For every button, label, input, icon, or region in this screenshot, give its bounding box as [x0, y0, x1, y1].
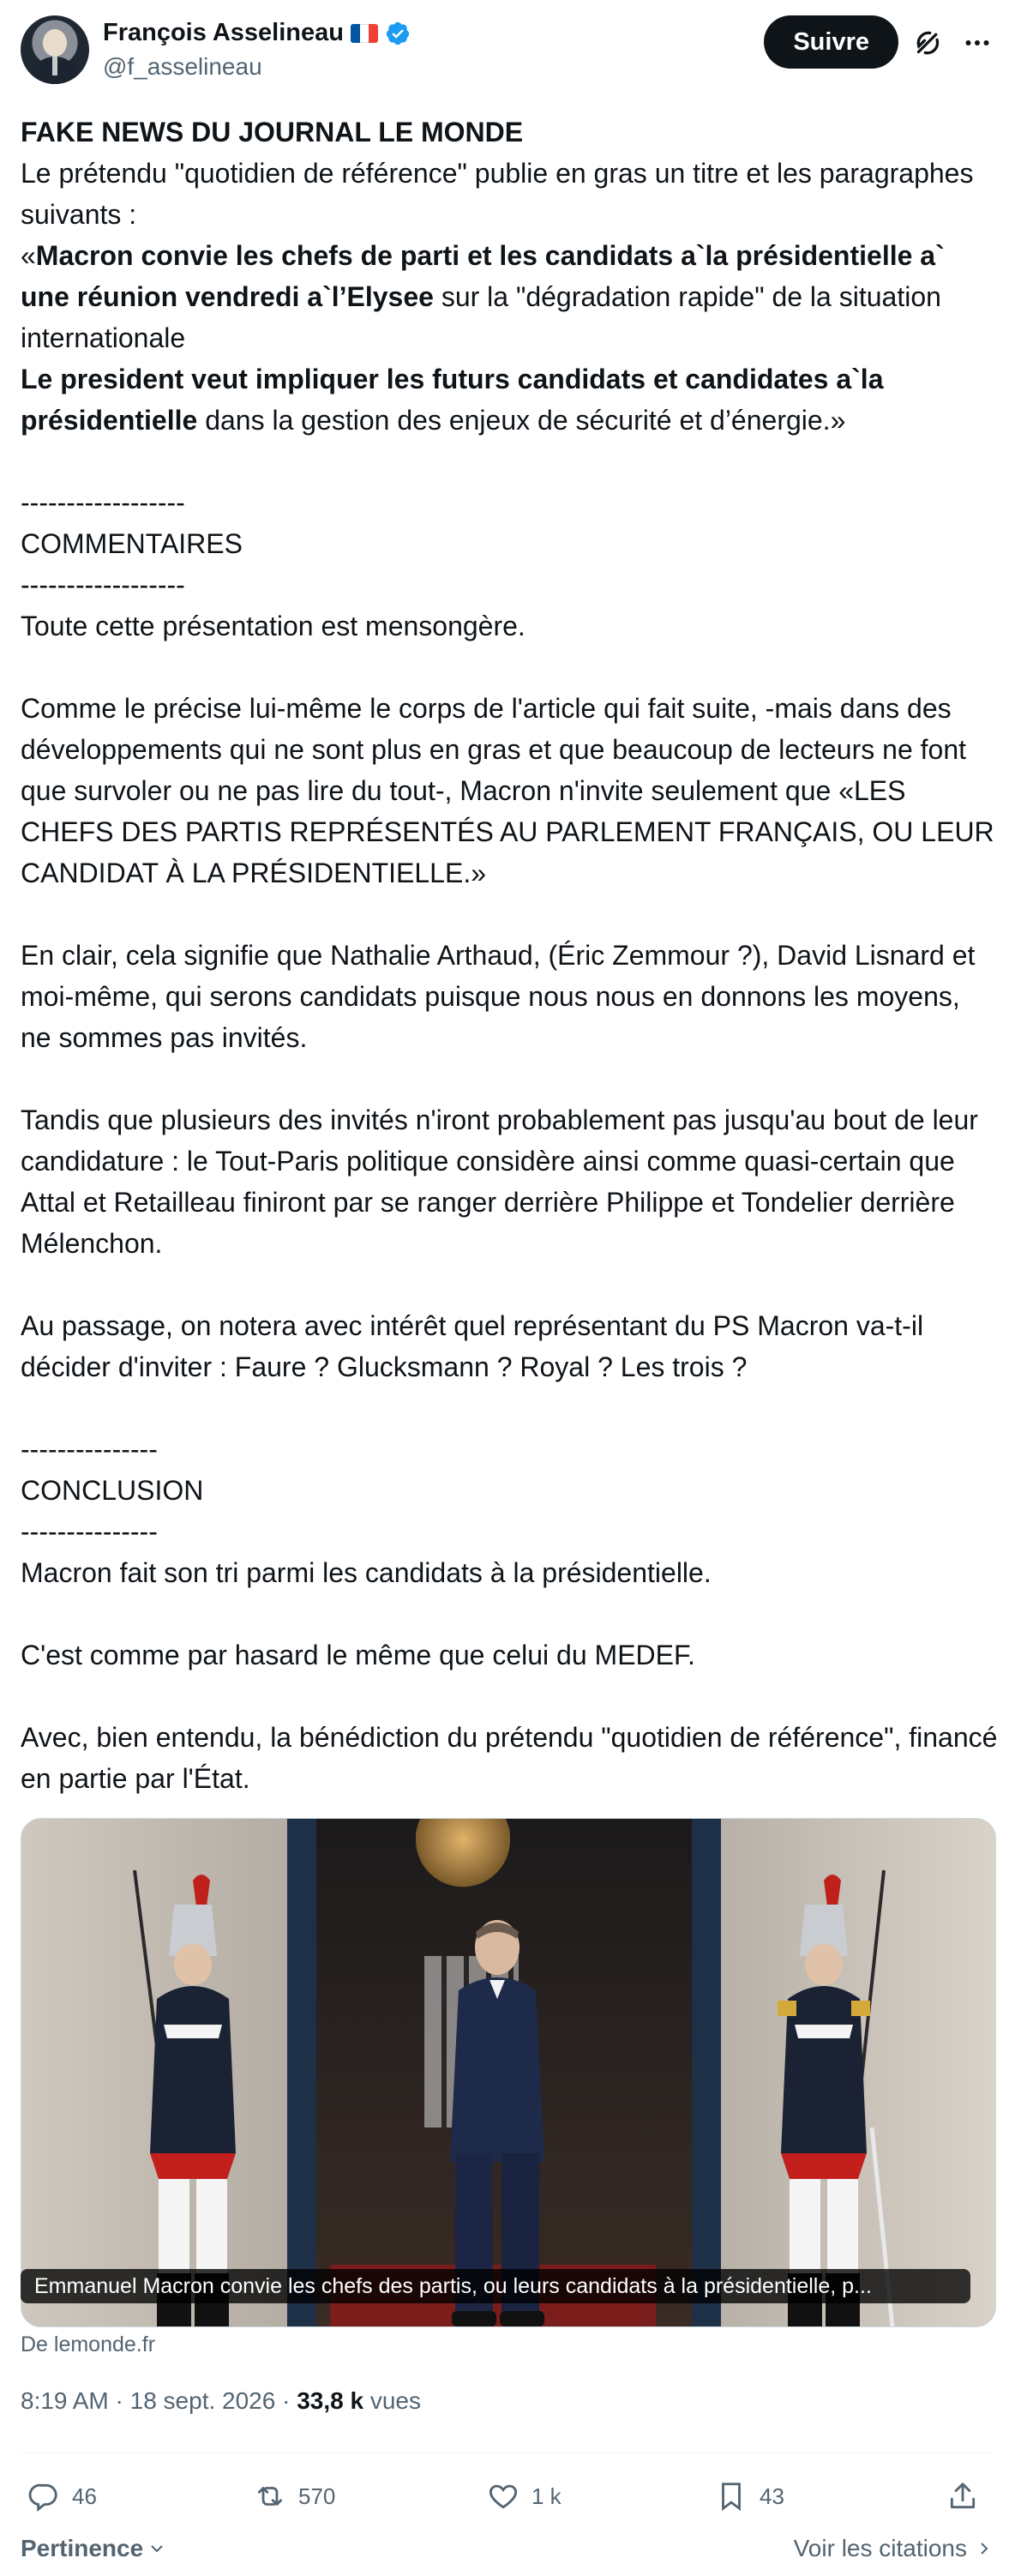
reply-count: 46: [72, 2483, 97, 2509]
tweet-line: [21, 441, 998, 482]
tweet-line: [21, 1305, 998, 1387]
tweet-text-run: En clair, cela signifie que Nathalie Arthaud, (Éric Zemmour ?), David Lisnard et moi-même, qui serons candidats puisque nous nous en donnons les moyens, ne sommes pas invités.: [21, 940, 983, 1053]
tweet-text-run: Avec, bien entendu, la bénédiction du prétendu "quotidien de référence", financé en partie par l'État.: [21, 1722, 1006, 1794]
meta-separator: ·: [282, 2387, 297, 2414]
replies-footer: [21, 2530, 994, 2573]
tweet-line: [21, 153, 998, 235]
tweet-line: [21, 523, 998, 564]
tweet-text-bold: Macron convie les chefs de parti et les candidats a`la présidentielle a` une réunion vendredi a`l’Elysee: [21, 240, 952, 312]
avatar-tie: [52, 57, 57, 75]
tweet-line: [21, 1511, 998, 1552]
tweet-text-run: Au passage, on notera avec intérêt quel représentant du PS Macron va-t-il décider d'inviter : Faure ? Glucksmann ? Royal ? Les trois ?: [21, 1310, 931, 1382]
tweet-text-run: Tandis que plusieurs des invités n'iront probablement pas jusqu'au bout de leur candidature : le Tout-Paris politique considère ainsi comme quasi-certain que Attal et Retailleau finiront par se ranger derrière Philippe et Tondelier derrière Mélenchon.: [21, 1104, 986, 1259]
author-avatar[interactable]: [21, 15, 89, 84]
tweet-line: [21, 1717, 1006, 1799]
tweet-text-run: CONCLUSION: [21, 1475, 204, 1506]
repost-button[interactable]: [254, 2480, 335, 2513]
tweet-text-run: C'est comme par hasard le même que celui du MEDEF.: [21, 1640, 695, 1670]
sort-label: Pertinence: [21, 2535, 144, 2561]
bookmark-icon: [715, 2480, 748, 2513]
tweet-text-run: dans la gestion des enjeux de sécurité et d’énergie.»: [197, 405, 846, 436]
avatar-face: [43, 29, 67, 57]
views-count: 33,8 k: [297, 2387, 364, 2414]
more-options-icon[interactable]: [960, 27, 994, 58]
door-panel-right: [692, 1819, 721, 2326]
grok-icon[interactable]: [912, 27, 943, 58]
tweet-line: [21, 688, 1002, 894]
tweet-text-run: Comme le précise lui-même le corps de l'article qui fait suite, -mais dans des développements qui ne sont plus en gras et que beaucoup de lecteurs ne font que survoler ou ne pas lire du tout-, Macron n'invite seulement que «LES CHEFS DES PARTIS REPRÉSENTÉS AU PARLEMENT FRANÇAIS, OU LEUR CANDIDAT À LA PRÉSIDENTIELLE.»: [21, 693, 1002, 888]
tweet-text-run: ------------------: [21, 487, 185, 518]
reply-icon: [27, 2480, 60, 2513]
verified-badge-icon: [385, 21, 411, 46]
republican-guard-left: [116, 1870, 261, 2326]
meta-separator: ·: [115, 2387, 130, 2414]
tweet-line: [21, 1099, 998, 1264]
tweet-line: [21, 647, 998, 688]
president-figure: [433, 1913, 562, 2326]
share-button[interactable]: [946, 2480, 979, 2513]
sort-dropdown[interactable]: [21, 2535, 167, 2562]
tweet-line: [21, 894, 998, 935]
like-count: 1 k: [532, 2483, 562, 2509]
tweet-meta: [21, 2387, 421, 2415]
quotes-label: Voir les citations: [793, 2535, 967, 2561]
tweet-text-run: ---------------: [21, 1434, 158, 1465]
repost-count: 570: [298, 2483, 336, 2509]
tweet-header: [21, 14, 994, 86]
tweet-line: [21, 1634, 998, 1676]
tweet-line: [21, 235, 998, 358]
tweet-text-bold: Le president veut impliquer les futurs candidats et candidates a`la présidentielle: [21, 364, 892, 436]
follow-button[interactable]: Suivre: [764, 15, 898, 69]
tweet-text-run: sur la "dégradation rapide" de la situation internationale: [21, 281, 949, 353]
bookmark-count: 43: [760, 2483, 784, 2509]
tweet-line: [21, 1593, 998, 1634]
tweet-line: [21, 935, 998, 1058]
like-button[interactable]: [487, 2480, 562, 2513]
door-panel-left: [287, 1819, 316, 2326]
france-flag-icon: [351, 24, 378, 43]
tweet-line: [21, 111, 998, 153]
link-card-image[interactable]: [21, 1818, 996, 2327]
author-name[interactable]: François Asselineau: [103, 19, 344, 46]
tweet-text-run: ------------------: [21, 569, 185, 600]
tweet-text-run: «: [21, 240, 36, 271]
tweet-line: [21, 1552, 998, 1593]
republican-guard-right: [755, 1870, 901, 2326]
tweet-text-run: Toute cette présentation est mensongère.: [21, 611, 526, 641]
tweet-time[interactable]: 8:19 AM: [21, 2387, 109, 2414]
chevron-right-icon: [974, 2538, 994, 2559]
repost-icon: [254, 2480, 286, 2513]
tweet-text-run: COMMENTAIRES: [21, 528, 243, 559]
tweet-text-run: Le prétendu "quotidien de référence" publie en gras un titre et les paragraphes suivants :: [21, 158, 982, 230]
tweet-line: [21, 1470, 998, 1511]
author-handle[interactable]: @f_asselineau: [103, 53, 262, 80]
heart-icon: [487, 2480, 520, 2513]
tweet-line: [21, 358, 998, 441]
tweet-line: [21, 564, 998, 605]
share-icon: [946, 2480, 979, 2513]
link-source[interactable]: De lemonde.fr: [21, 2332, 156, 2356]
tweet-line: [21, 1387, 998, 1429]
view-quotes-link[interactable]: [794, 2535, 994, 2562]
tweet-text-bold: FAKE NEWS DU JOURNAL LE MONDE: [21, 117, 524, 147]
tweet-line: [21, 1429, 998, 1470]
reply-button[interactable]: [27, 2480, 97, 2513]
views-label: vues: [369, 2387, 422, 2414]
chevron-down-icon: [147, 2538, 167, 2559]
tweet-text-run: ---------------: [21, 1516, 158, 1547]
author-name-row: [103, 19, 411, 47]
tweet-line: [21, 1264, 998, 1305]
action-bar: [21, 2466, 994, 2526]
bookmark-button[interactable]: [715, 2480, 784, 2513]
tweet-text: [21, 111, 1006, 1799]
tweet-line: [21, 1058, 998, 1099]
link-card-caption[interactable]: Emmanuel Macron convie les chefs des partis, ou leurs candidats à la présidentielle, p...: [21, 2269, 970, 2303]
tweet-date[interactable]: 18 sept. 2026: [129, 2387, 276, 2414]
tweet-line: [21, 1676, 998, 1717]
tweet-line: [21, 482, 998, 523]
tweet-line: [21, 605, 998, 647]
tweet-text-run: Macron fait son tri parmi les candidats à la présidentielle.: [21, 1557, 712, 1588]
